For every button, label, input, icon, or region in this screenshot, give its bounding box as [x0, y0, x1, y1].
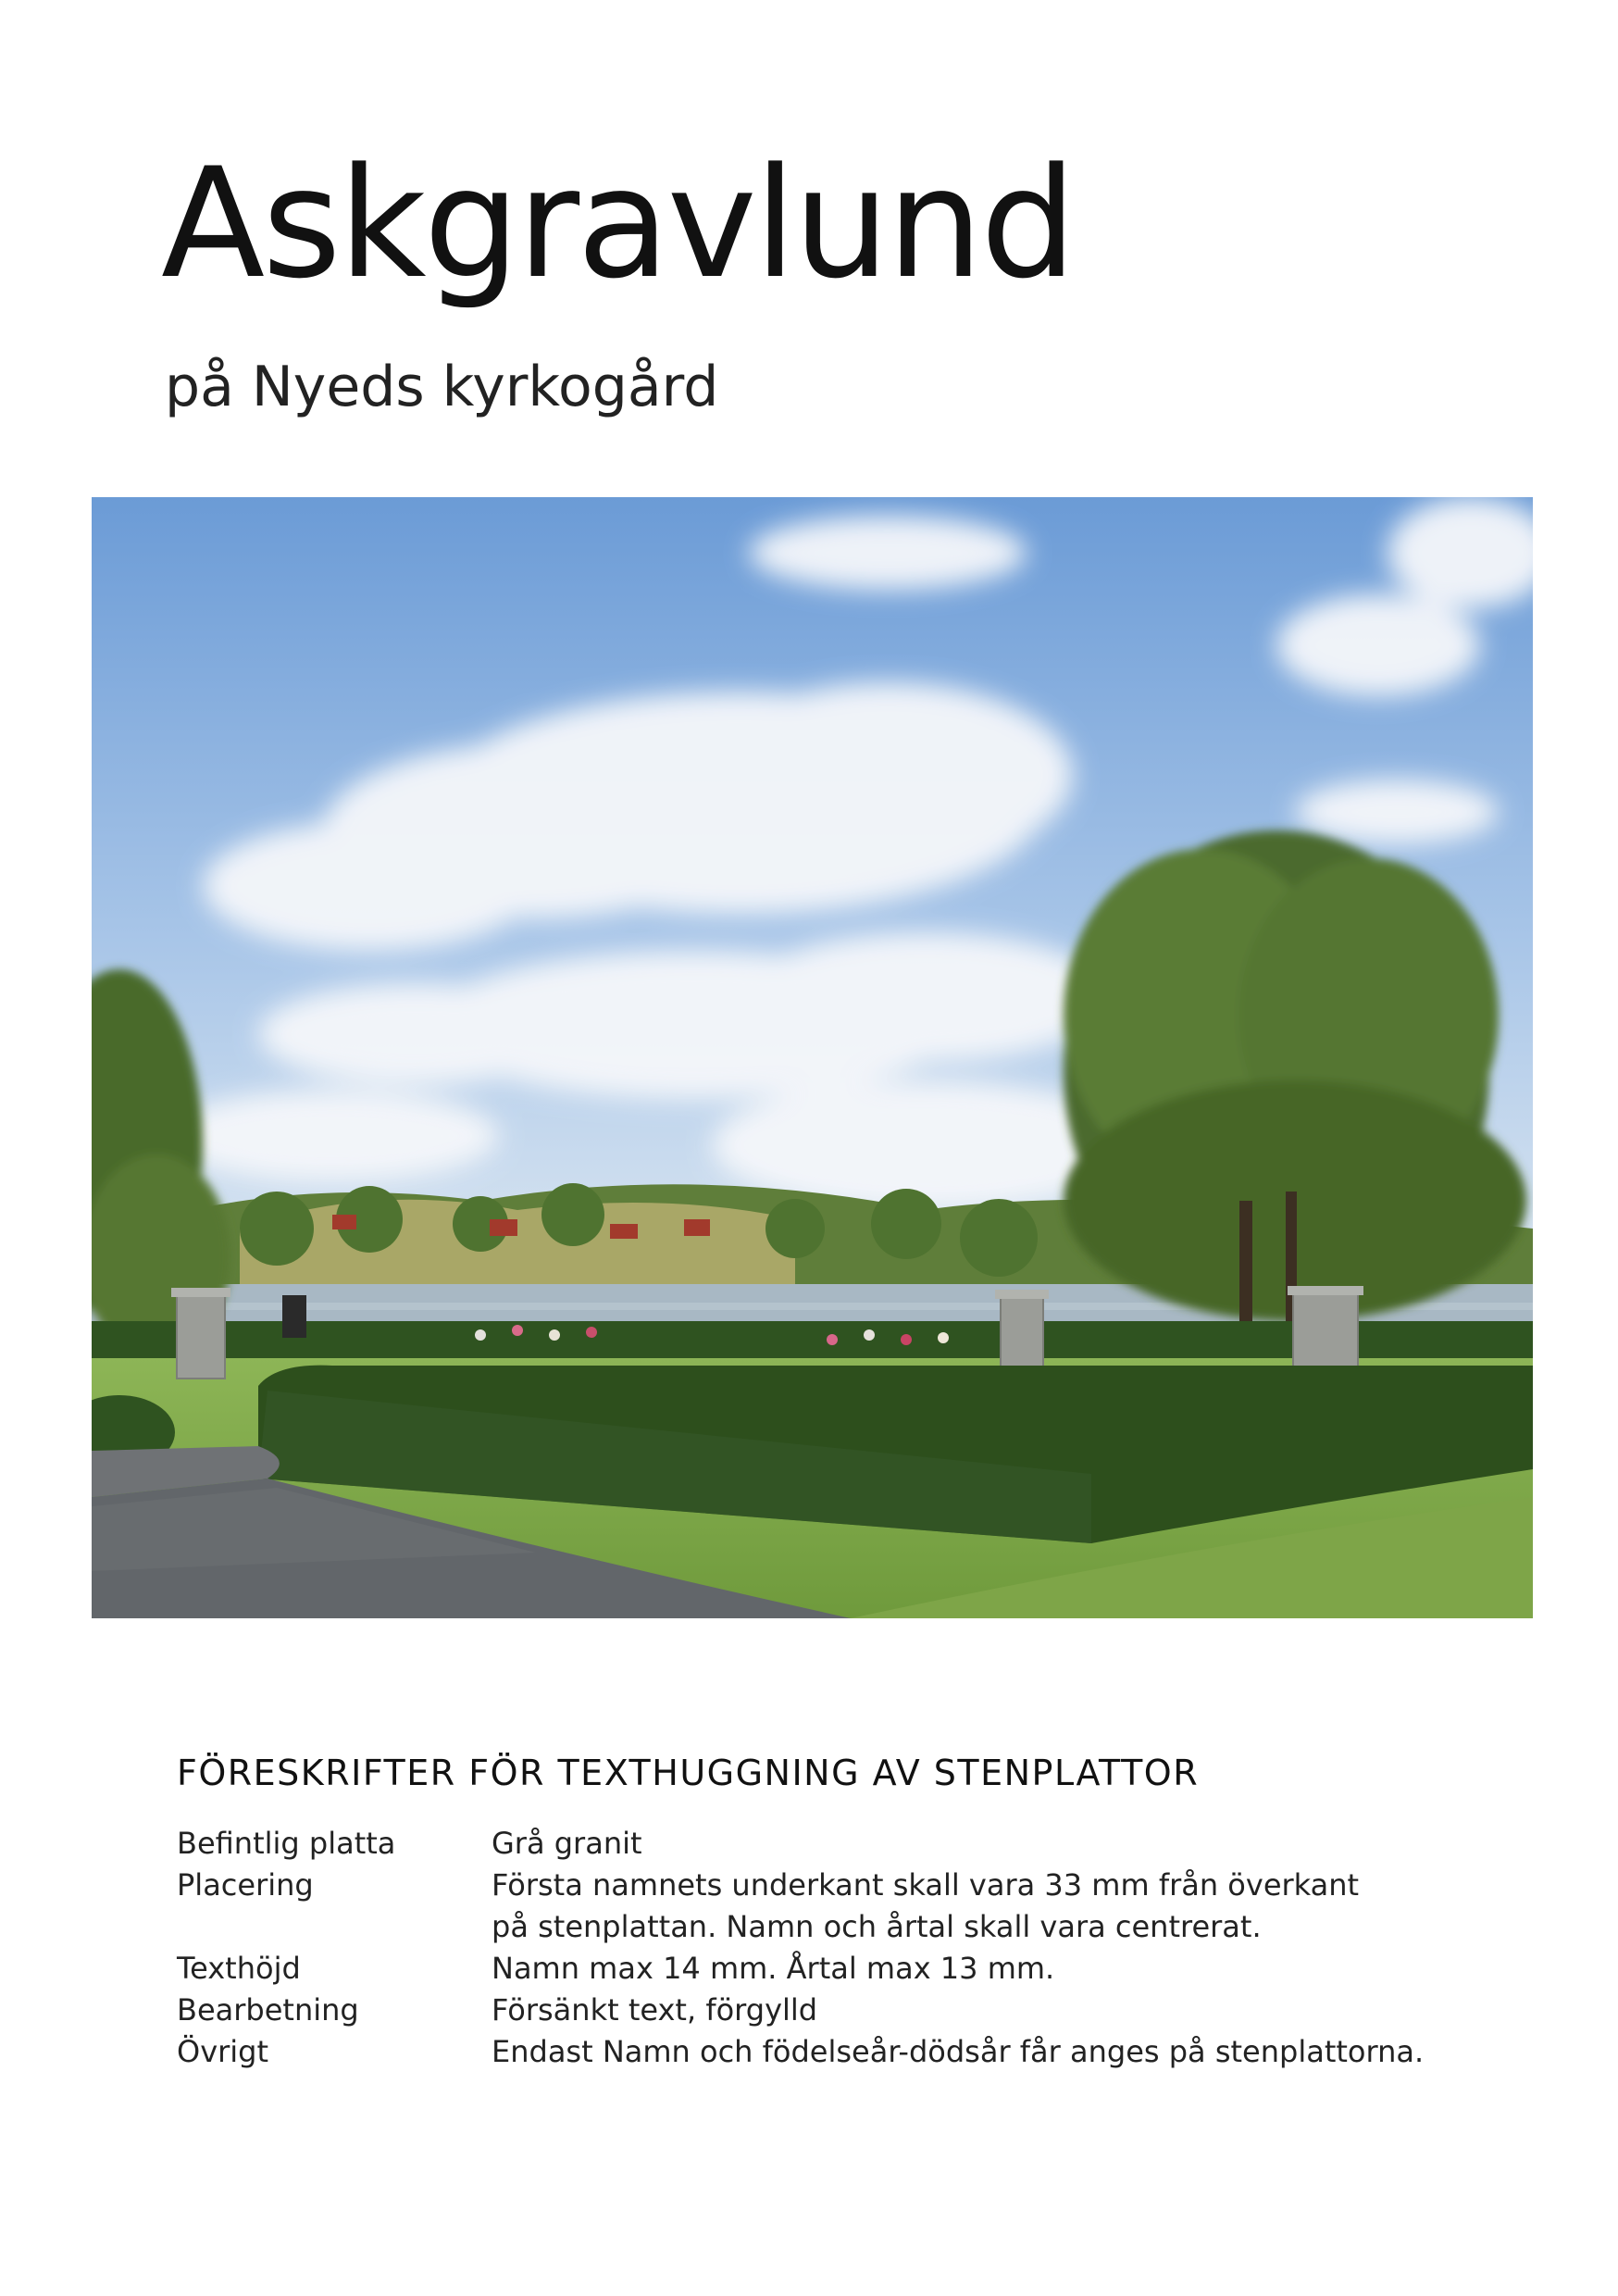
page-subtitle: på Nyeds kyrkogård: [165, 355, 719, 419]
rule-value: Första namnets underkant skall vara 33 mm från överkant på stenplattan. Namn och årtal skall vara centrerat.: [492, 1867, 1360, 1944]
engraving-rules-section: [177, 1753, 1491, 2073]
rule-value: Försänkt text, förgylld: [492, 1992, 818, 2028]
rule-label: Texthöjd: [177, 1951, 301, 1986]
rule-row: [177, 2031, 1491, 2073]
section-heading: FÖRESKRIFTER FÖR TEXTHUGGNING AV STENPLATTOR: [177, 1753, 1200, 1793]
rule-label: Bearbetning: [177, 1992, 359, 2028]
rule-row: [177, 1990, 1491, 2031]
page-title: Askgravlund: [161, 135, 1075, 312]
rules-table: [177, 1823, 1491, 2073]
cemetery-photo: [92, 497, 1533, 1618]
rule-row: [177, 1865, 1491, 1948]
rule-row: [177, 1948, 1491, 1990]
rule-label: Placering: [177, 1867, 314, 1903]
rule-value: Namn max 14 mm. Årtal max 13 mm.: [492, 1951, 1055, 1986]
rule-label: Övrigt: [177, 2034, 269, 2069]
rule-row: [177, 1823, 1491, 1865]
rule-value: Grå granit: [492, 1826, 642, 1861]
rule-value: Endast Namn och födelseår-dödsår får anges på stenplattorna.: [492, 2034, 1425, 2069]
rule-label: Befintlig platta: [177, 1826, 396, 1861]
